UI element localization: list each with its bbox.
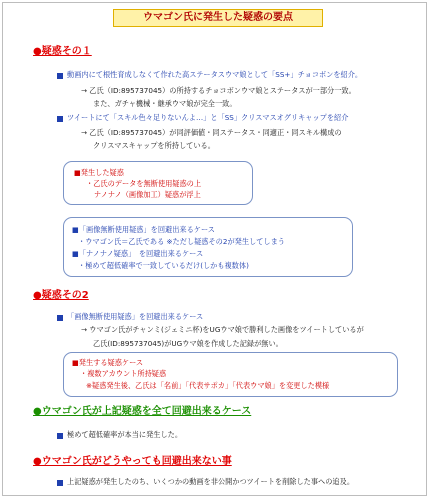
section-3-heading: ●ウマゴン氏が上記疑惑を全て回避出来るケース: [33, 406, 252, 417]
section-4-heading: ●ウマゴン氏がどうやっても回避出来ない事: [33, 456, 232, 467]
s3-bullet-1: 極めて超低確率が本当に発生した。: [67, 430, 183, 439]
doubt-box-2-line-1: ・複数アカウント所持疑惑: [80, 369, 167, 378]
s1-bullet-1: 動画内にて根性育成しなくて作れた高ステータスウマ娘として「SS+」チョコボンを紹介。: [67, 70, 363, 79]
s2-bullet-1-line-2: → ウマゴン氏がチャンミ(ジェミニ杯)をUGウマ娘で勝利した画像をツイートしているが: [81, 325, 364, 334]
avoid-box-1-line-2: ・ウマゴン氏＝乙氏である ※ただし疑惑その2が発生してしまう: [78, 237, 285, 246]
doubt-box-1-line-2: ナノナノ（画像加工）疑惑が浮上: [94, 190, 201, 199]
s2-bullet-1-line-3: 乙氏(ID:895737045)がUGウマ娘を作成した記録が無い。: [93, 339, 283, 348]
s2-bullet-1: 「画像無断使用疑惑」を回避出来るケース: [67, 312, 204, 321]
s1-bullet-1-line-2: → 乙氏（ID:895737045）の所持するチョコボンウマ娘とステータスが一部分一致。: [81, 86, 356, 95]
s1-bullet-1-line-3: また、ガチャ機械・継承ウマ娘が完全一致。: [93, 99, 237, 108]
avoid-box-1-line-1: ■「画像無断使用疑惑」を回避出来るケース: [72, 225, 215, 234]
section-1-heading: ●疑惑その１: [33, 46, 92, 57]
s4-bullet-1: 上記疑惑が発生したのち、いくつかの動画を非公開かつツイートを削除した事への追及。: [67, 477, 355, 486]
s1-bullet-2-line-3: クリスマスキャップを所持している。: [93, 141, 215, 150]
bullet-square-icon: [57, 116, 63, 122]
document-page: [2, 2, 427, 496]
page-title: ウマゴン氏に発生した疑惑の要点: [113, 9, 323, 27]
s1-bullet-2-line-2: → 乙氏（ID:895737045）が同評価値・同ステータス・同適正・同スキル構成の: [81, 128, 342, 137]
avoid-box-1-line-4: ・極めて超低確率で一致しているだけ(しかも複数体): [78, 261, 249, 270]
doubt-box-2: [63, 352, 398, 397]
bullet-square-icon: [57, 315, 63, 321]
bullet-square-icon: [57, 480, 63, 486]
doubt-box-1-head: ■発生した疑惑: [74, 168, 124, 177]
bullet-square-icon: [57, 433, 63, 439]
doubt-box-1-line-1: ・乙氏のデータを無断使用疑惑の上: [86, 179, 202, 188]
bullet-square-icon: [57, 73, 63, 79]
doubt-box-1: [63, 161, 253, 205]
doubt-box-2-line-2: ※疑惑発生後、乙氏は「名前」「代表サポカ」「代表ウマ娘」を変更した模様: [86, 381, 330, 390]
doubt-box-2-head: ■発生する疑惑ケース: [72, 358, 144, 367]
avoid-box-1: [63, 217, 353, 277]
s1-bullet-2: ツイートにて「スキル色々足りないんよ…」と「SS」クリスマスオグリキャップを紹介: [67, 113, 349, 122]
section-2-heading: ●疑惑その2: [33, 290, 89, 301]
avoid-box-1-line-3: ■「ナノナノ疑惑」 を回避出来るケース: [72, 249, 204, 258]
